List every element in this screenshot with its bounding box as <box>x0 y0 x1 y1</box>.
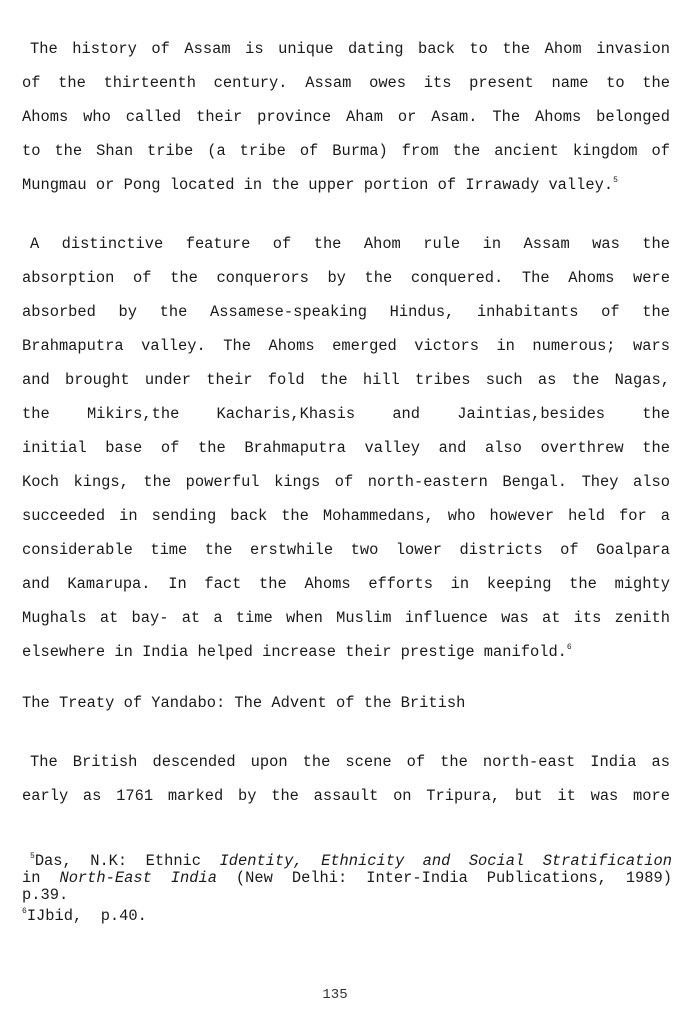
text-line: considerable time the erstwhile two lower districts of Goalpara <box>22 541 670 559</box>
footnote-title: North-East India <box>59 869 217 887</box>
text-line: and brought under their fold the hill tribes such as the Nagas, <box>22 371 670 389</box>
text-line: Koch kings, the powerful kings of north-eastern Bengal. They also <box>22 473 670 491</box>
footnote-text: (New Delhi: Inter-India Publications, 1989) <box>216 869 672 887</box>
text-line: to the Shan tribe (a tribe of Burma) from the ancient kingdom of <box>22 142 670 160</box>
footnote-marker: 5 <box>30 852 35 861</box>
text-line-content: elsewhere in India helped increase their prestige manifold. <box>22 643 567 661</box>
text-line: Ahoms who called their province Aham or Asam. The Ahoms belonged <box>22 108 670 126</box>
text-line: early as 1761 marked by the assault on Tripura, but it was more <box>22 787 670 805</box>
text-line: of the thirteenth century. Assam owes its present name to the <box>22 74 670 92</box>
text-line: absorbed by the Assamese-speaking Hindus, inhabitants of the <box>22 303 670 321</box>
text-line: and Kamarupa. In fact the Ahoms efforts in keeping the mighty <box>22 575 670 593</box>
footnote-title: Identity, Ethnicity and Social Stratification <box>219 852 672 870</box>
footnote-ref-6[interactable]: 6 <box>566 643 572 652</box>
text-line: The British descended upon the scene of the north-east India as <box>30 753 670 771</box>
text-line: the Mikirs,the Kacharis,Khasis and Jaintias,besides the <box>22 405 670 423</box>
footnote-6 <box>22 908 672 925</box>
text-line: absorption of the conquerors by the conquered. The Ahoms were <box>22 269 670 287</box>
text-line: succeeded in sending back the Mohammedans, who however held for a <box>22 507 670 525</box>
section-heading: The Treaty of Yandabo: The Advent of the British <box>22 694 466 712</box>
text-line: Brahmaputra valley. The Ahoms emerged victors in numerous; wars <box>22 337 670 355</box>
footnote-marker: 6 <box>22 907 27 916</box>
text-line: Mughals at bay- at a time when Muslim influence was at its zenith <box>22 609 670 627</box>
footnote-text: Das, N.K: Ethnic <box>34 852 220 870</box>
page-number: 135 <box>322 987 348 1003</box>
footnote-text: IJbid, p.40. <box>26 907 147 925</box>
footnote-ref-5[interactable]: 5 <box>613 176 618 185</box>
footnote-text: in <box>22 869 60 887</box>
text-line: initial base of the Brahmaputra valley and also overthrew the <box>22 439 670 457</box>
text-line <box>22 176 670 194</box>
text-line-content: Mungmau or Pong located in the upper portion of Irrawady valley. <box>22 176 614 194</box>
text-line: A distinctive feature of the Ahom rule in Assam was the <box>30 235 670 253</box>
text-line <box>22 643 670 661</box>
footnote-5-continued <box>22 870 672 887</box>
footnotes <box>22 853 672 925</box>
text-line: The history of Assam is unique dating back to the Ahom invasion <box>30 40 670 58</box>
footnote-5 <box>22 853 672 870</box>
footnote-5-page: p.39. <box>22 886 69 904</box>
